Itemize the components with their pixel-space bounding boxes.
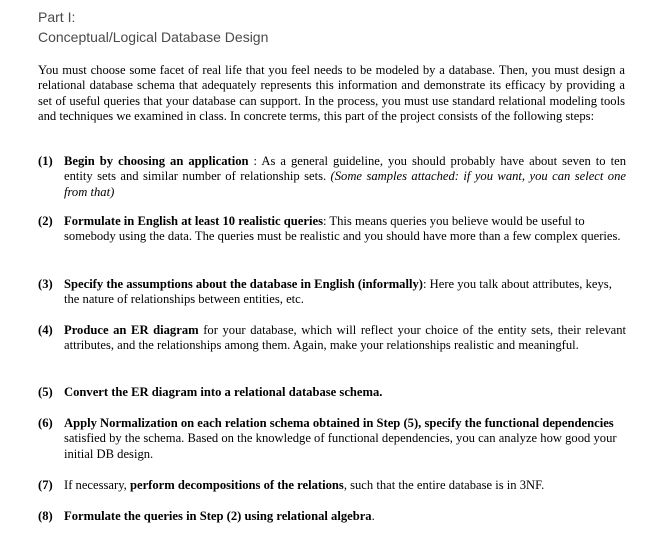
step-note: (Some samples attached: if you want, you can select one from that) [64, 169, 626, 199]
step-7 [38, 478, 628, 493]
step-4 [38, 323, 628, 354]
step-text: satisfied by the schema. Based on the knowledge of functional dependencies, you can analyze how good your initial DB design. [64, 431, 617, 461]
step-6 [38, 416, 628, 462]
section-title: Conceptual/Logical Database Design [38, 29, 269, 45]
step-text: : This means queries you believe would be useful to somebody using the data. The queries must be realistic and you should have more than a few complex queries. [64, 214, 621, 244]
step-number: (8) [38, 509, 53, 523]
step-number: (6) [38, 416, 53, 430]
step-number: (7) [38, 478, 53, 492]
step-1 [38, 154, 628, 200]
step-number: (1) [38, 154, 53, 168]
step-text: for your database, which will reflect your choice of the entity sets, their relevant attributes, and the relationships among them. Again, make your relationships realistic and meaningful. [64, 323, 627, 353]
step-8 [38, 509, 628, 524]
step-prefix: If necessary, [64, 478, 130, 492]
step-number: (3) [38, 277, 53, 291]
intro-paragraph: You must choose some facet of real life that you feel needs to be modeled by a database. Then, you must design a relational database schema that adequately represents this information and demonstrate its efficacy by providing a set of useful queries that your database can support. In the process, you must use standard relational modeling tools and techniques we examined in class. In concrete terms, this part of the project consists of the following steps: [38, 63, 625, 124]
part-label: Part I: [38, 9, 76, 25]
step-number: (4) [38, 323, 53, 337]
step-3 [38, 277, 628, 308]
step-number: (5) [38, 385, 53, 399]
step-text: : Here you talk about attributes, keys, the nature of relationships between entities, etc. [64, 277, 612, 307]
step-text: , such that the entire database is in 3NF. [343, 478, 545, 492]
step-heading: Apply Normalization on each relation schema obtained in Step (5), specify the functional dependencies [64, 416, 614, 430]
step-5 [38, 385, 628, 400]
step-2 [38, 214, 628, 245]
step-heading: perform decompositions of the relations [129, 478, 344, 492]
step-heading: Produce an ER diagram [64, 323, 199, 337]
step-heading: Convert the ER diagram into a relational database schema. [64, 385, 383, 399]
step-heading: Formulate the queries in Step (2) using relational algebra [64, 509, 372, 523]
step-text: : As a general guideline, you should probably have about seven to ten entity sets and similar number of relationship sets. [64, 154, 626, 184]
step-text: . [371, 509, 375, 523]
step-heading: Begin by choosing an application [64, 154, 249, 168]
step-heading: Formulate in English at least 10 realistic queries [64, 214, 323, 228]
step-number: (2) [38, 214, 53, 228]
step-heading: Specify the assumptions about the database in English (informally) [64, 277, 423, 291]
